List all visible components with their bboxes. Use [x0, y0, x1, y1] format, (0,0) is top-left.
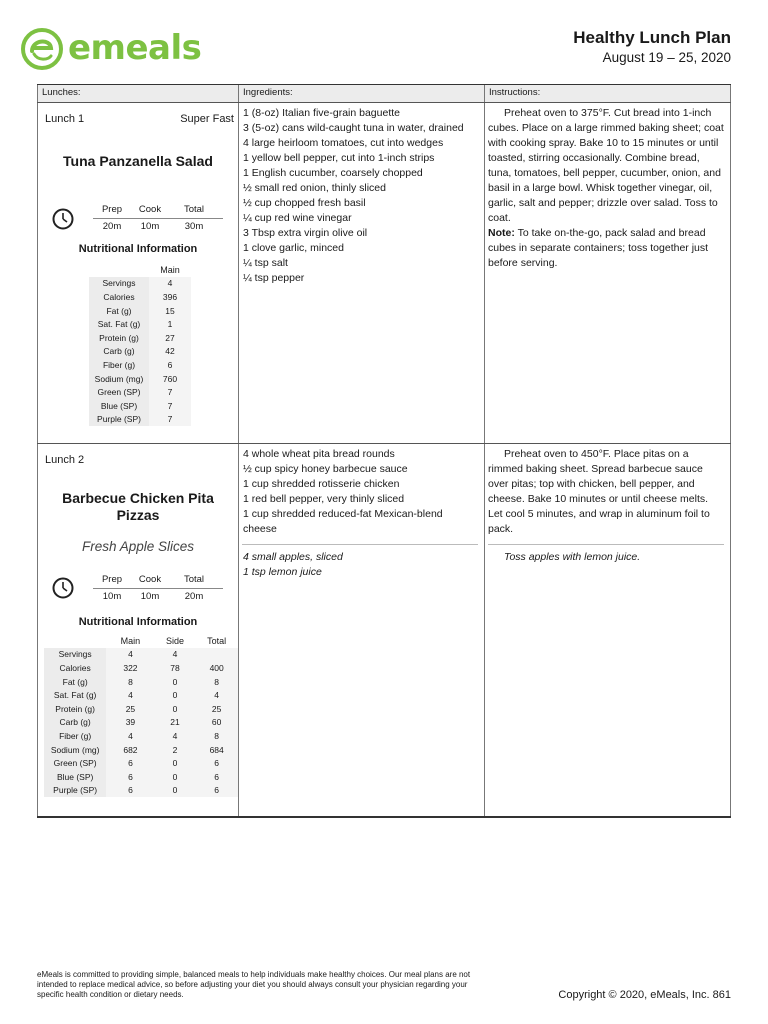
nutrition-table — [89, 263, 191, 426]
nutrition-side-value: 0 — [155, 702, 196, 716]
nutrition-side-value: 4 — [155, 729, 196, 743]
nutrition-main-value: 42 — [149, 345, 191, 359]
nutrition-label: Servings — [44, 648, 106, 662]
prep-label: Prep — [101, 574, 123, 585]
nutrition-row — [44, 716, 238, 730]
ingredient-item: ¼ tsp salt — [243, 257, 288, 269]
total-time: 20m — [184, 591, 204, 602]
ingredient-item: 1 English cucumber, coarsely chopped — [243, 167, 423, 179]
table-row-lunch-2 — [37, 444, 731, 816]
ingredient-item: 1 cup shredded rotisserie chicken — [243, 478, 400, 490]
ingredient-item: 1 cup shredded reduced-fat Mexican-blend cheese — [243, 508, 443, 535]
plan-dates: August 19 – 25, 2020 — [602, 50, 731, 65]
logo-text: emeals — [68, 28, 202, 68]
nutrition-row — [44, 743, 238, 757]
nutrition-main-value: 6 — [149, 358, 191, 372]
table-header — [37, 85, 731, 103]
nutrition-side-value: 0 — [155, 756, 196, 770]
nutrition-total-value: 6 — [195, 756, 238, 770]
nutrition-label: Protein (g) — [89, 331, 149, 345]
column-header-ingredients: Ingredients: — [238, 85, 484, 102]
side-divider — [242, 544, 478, 545]
recipe-title: Tuna Panzanella Salad — [63, 153, 213, 169]
nutrition-row — [44, 661, 238, 675]
nutrition-label: Purple (SP) — [89, 413, 149, 427]
nutrition-row — [44, 784, 238, 798]
nutrition-side-value: 0 — [155, 688, 196, 702]
lunch-2-instructions-cell — [484, 444, 731, 816]
nutrition-label: Sat. Fat (g) — [89, 317, 149, 331]
recipe-title: Barbecue Chicken Pita Pizzas — [62, 490, 214, 523]
copyright: Copyright © 2020, eMeals, Inc. 861 — [558, 989, 731, 1001]
ingredient-item: 4 large heirloom tomatoes, cut into wedges — [243, 137, 444, 149]
side-divider — [488, 544, 724, 545]
nutrition-label: Calories — [44, 661, 106, 675]
lunch-2-ingredients-cell — [238, 444, 484, 816]
nutrition-main-value: 15 — [149, 304, 191, 318]
nutrition-label: Blue (SP) — [89, 399, 149, 413]
page-title: Healthy Lunch Plan — [573, 28, 731, 47]
nutrition-total-value: 4 — [195, 688, 238, 702]
nutrition-label: Green (SP) — [44, 756, 106, 770]
clock-icon — [52, 577, 74, 599]
ingredient-item: 1 clove garlic, minced — [243, 242, 344, 254]
time-table — [93, 574, 223, 602]
nutrition-label: Calories — [89, 290, 149, 304]
nutrition-row — [89, 372, 191, 386]
ingredient-item: 4 whole wheat pita bread rounds — [243, 448, 395, 460]
nutrition-row — [44, 770, 238, 784]
nutrition-header-total: Total — [207, 635, 227, 646]
nutrition-main-value: 760 — [149, 372, 191, 386]
nutrition-main-value: 322 — [106, 661, 154, 675]
nutrition-main-value: 682 — [106, 743, 154, 757]
clock-icon — [52, 208, 74, 230]
nutrition-label: Protein (g) — [44, 702, 106, 716]
nutrition-row — [44, 648, 238, 662]
nutrition-side-value: 21 — [155, 716, 196, 730]
nutrition-main-value: 25 — [106, 702, 154, 716]
lunch-label: Lunch 2 — [45, 454, 85, 466]
nutrition-row — [44, 756, 238, 770]
nutrition-label: Fiber (g) — [89, 358, 149, 372]
nutrition-total-value: 6 — [195, 770, 238, 784]
lunch-1-cell — [37, 103, 238, 443]
nutrition-main-value: 6 — [106, 770, 154, 784]
nutrition-total-value: 400 — [195, 661, 238, 675]
nutrition-row — [89, 385, 191, 399]
lunch-2-cell — [37, 444, 238, 816]
ingredient-item: ¼ tsp pepper — [243, 272, 305, 284]
nutrition-title: Nutritional Information — [78, 616, 198, 628]
nutrition-main-value: 4 — [106, 648, 154, 662]
nutrition-row — [44, 688, 238, 702]
nutrition-label: Blue (SP) — [44, 770, 106, 784]
side-dish-title: Fresh Apple Slices — [81, 539, 195, 554]
column-header-instructions: Instructions: — [484, 85, 731, 102]
nutrition-row — [44, 702, 238, 716]
time-table — [93, 204, 223, 232]
nutrition-side-value: 2 — [155, 743, 196, 757]
nutrition-label: Servings — [89, 277, 149, 291]
column-header-lunches: Lunches: — [37, 85, 238, 102]
nutrition-main-value: 7 — [149, 399, 191, 413]
nutrition-label: Carb (g) — [44, 716, 106, 730]
nutrition-header-main: Main — [160, 264, 180, 275]
nutrition-side-value: 4 — [155, 648, 196, 662]
nutrition-row — [89, 304, 191, 318]
nutrition-row — [89, 358, 191, 372]
lunch-1-instructions-cell — [484, 103, 731, 443]
total-label: Total — [183, 204, 205, 215]
nutrition-main-value: 27 — [149, 331, 191, 345]
ingredient-item: ½ cup spicy honey barbecue sauce — [243, 463, 408, 475]
instructions-paragraph: Preheat oven to 375°F. Cut bread into 1-inch cubes. Place on a large rimmed baking sheet; coat with cooking spray. Bake 10 to 15 minutes or until toasted, stirring occasionally. Combine bread, tuna, tomatoes, bell pepper, cucumber, onion, and basil in a large bowl. Whisk together vinegar, oil, garlic, salt and pepper; drizzle over salad. Toss to coat. — [488, 107, 724, 224]
nutrition-row — [44, 675, 238, 689]
ingredient-item: 3 (5-oz) cans wild-caught tuna in water, drained — [243, 122, 464, 134]
prep-time: 10m — [102, 591, 122, 602]
note — [488, 226, 725, 271]
nutrition-label: Green (SP) — [89, 385, 149, 399]
nutrition-row — [89, 345, 191, 359]
nutrition-label: Fat (g) — [89, 304, 149, 318]
nutrition-row — [44, 729, 238, 743]
instructions-paragraph: Preheat oven to 450°F. Place pitas on a rimmed baking sheet. Spread barbecue sauce over pitas; top with chicken, bell pepper, and cheese. Bake 10 minutes or until cheese melts. Let cool 5 minutes, and wrap in aluminum foil to pack. — [488, 448, 710, 535]
nutrition-total-value: 25 — [195, 702, 238, 716]
side-ingredient-list — [243, 550, 343, 580]
ingredient-list — [243, 106, 464, 286]
prep-label: Prep — [101, 204, 123, 215]
nutrition-table — [44, 634, 238, 797]
nutrition-side-value: 0 — [155, 770, 196, 784]
ingredient-item: 1 red bell pepper, very thinly sliced — [243, 493, 405, 505]
nutrition-header-side: Side — [165, 635, 184, 646]
nutrition-row — [89, 277, 191, 291]
nutrition-main-value: 1 — [149, 317, 191, 331]
nutrition-total-value: 8 — [195, 729, 238, 743]
emeals-leaf-icon — [20, 24, 64, 72]
ingredient-item: 3 Tbsp extra virgin olive oil — [243, 227, 368, 239]
emeals-logo — [20, 24, 201, 72]
total-label: Total — [183, 574, 205, 585]
nutrition-label: Carb (g) — [89, 345, 149, 359]
nutrition-main-value: 4 — [106, 729, 154, 743]
instructions-text — [488, 447, 725, 537]
cook-time: 10m — [140, 591, 160, 602]
disclaimer: eMeals is committed to providing simple, balanced meals to help individuals make healthy choices. Our meal plans are not intended to replace medical advice, so before adjusting your diet you should always consult your physician regarding your specific health condition or dietary needs. — [37, 970, 471, 999]
instructions-text — [488, 106, 725, 271]
ingredient-list — [243, 447, 478, 537]
nutrition-total-value: 60 — [195, 716, 238, 730]
nutrition-row — [89, 317, 191, 331]
nutrition-main-value: 4 — [149, 277, 191, 291]
ingredient-item: ½ cup chopped fresh basil — [243, 197, 366, 209]
nutrition-main-value: 8 — [106, 675, 154, 689]
side-instructions-paragraph: Toss apples with lemon juice. — [504, 551, 641, 563]
nutrition-main-value: 4 — [106, 688, 154, 702]
nutrition-side-value: 78 — [155, 661, 196, 675]
nutrition-title: Nutritional Information — [78, 243, 198, 255]
nutrition-main-value: 7 — [149, 385, 191, 399]
nutrition-total-value: 684 — [195, 743, 238, 757]
nutrition-total-value — [195, 648, 238, 662]
nutrition-label: Sodium (mg) — [89, 372, 149, 386]
ingredient-item: ¼ cup red wine vinegar — [243, 212, 352, 224]
nutrition-main-value: 396 — [149, 290, 191, 304]
nutrition-label: Fiber (g) — [44, 729, 106, 743]
nutrition-total-value: 6 — [195, 784, 238, 798]
nutrition-row — [89, 399, 191, 413]
nutrition-row — [89, 331, 191, 345]
note-label: Note: — [488, 227, 515, 239]
meal-plan-table — [37, 84, 731, 818]
nutrition-row — [89, 290, 191, 304]
nutrition-total-value: 8 — [195, 675, 238, 689]
cook-label: Cook — [138, 204, 162, 215]
nutrition-side-value: 0 — [155, 784, 196, 798]
lunch-label: Lunch 1 — [45, 113, 85, 125]
ingredient-item: 1 tsp lemon juice — [243, 566, 322, 578]
nutrition-row — [89, 413, 191, 427]
nutrition-label: Purple (SP) — [44, 784, 106, 798]
side-instructions-text — [488, 550, 725, 565]
nutrition-main-value: 7 — [149, 413, 191, 427]
nutrition-main-value: 39 — [106, 716, 154, 730]
super-fast-badge: Super Fast — [180, 113, 234, 125]
cook-label: Cook — [138, 574, 162, 585]
table-row-lunch-1 — [37, 103, 731, 444]
ingredient-item: 1 (8-oz) Italian five-grain baguette — [243, 107, 401, 119]
note-text: To take on-the-go, pack salad and bread cubes in separate containers; toss together just before serving. — [488, 227, 709, 269]
ingredient-item: 4 small apples, sliced — [243, 551, 343, 563]
nutrition-label: Sat. Fat (g) — [44, 688, 106, 702]
nutrition-main-value: 6 — [106, 756, 154, 770]
cook-time: 10m — [140, 221, 160, 232]
lunch-1-ingredients-cell — [238, 103, 484, 443]
ingredient-item: 1 yellow bell pepper, cut into 1-inch strips — [243, 152, 435, 164]
nutrition-label: Sodium (mg) — [44, 743, 106, 757]
nutrition-side-value: 0 — [155, 675, 196, 689]
prep-time: 20m — [102, 221, 122, 232]
nutrition-label: Fat (g) — [44, 675, 106, 689]
total-time: 30m — [184, 221, 204, 232]
nutrition-header-main: Main — [120, 635, 141, 646]
ingredient-item: ½ small red onion, thinly sliced — [243, 182, 386, 194]
nutrition-main-value: 6 — [106, 784, 154, 798]
